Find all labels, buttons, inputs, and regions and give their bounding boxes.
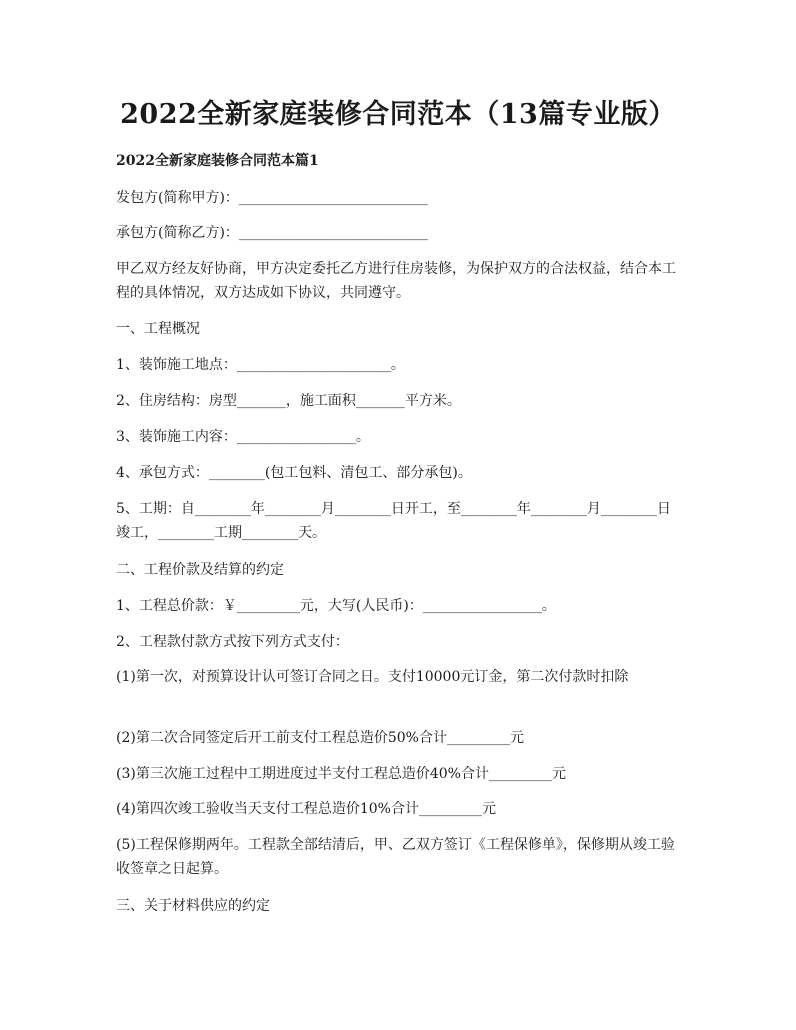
- clause-2-1: 1、工程总价款：￥_________元，大写(人民币)：_________________。: [116, 598, 556, 614]
- clause-1-1: 1、装饰施工地点：______________________。: [116, 357, 405, 373]
- payment-item-5: (5)工程保修期两年。工程款全部结清后，甲、乙双方签订《工程保修单》，保修期从竣工验收签章之日起算。: [116, 837, 675, 877]
- payment-item-1: (1)第一次，对预算设计认可签订合同之日。支付10000元订金，第二次付款时扣除: [116, 669, 629, 685]
- document-title: 2022全新家庭装修合同范本（13篇专业版）: [120, 99, 676, 130]
- intro-paragraph: 甲乙双方经友好协商，甲方决定委托乙方进行住房装修，为保护双方的合法权益，结合本工程的具体情况，双方达成如下协议，共同遵守。: [116, 261, 676, 301]
- clause-1-4: 4、承包方式：________(包工包料、清包工、部分承包)。: [116, 465, 472, 481]
- clause-1-3: 3、装饰施工内容：_________________。: [116, 429, 370, 445]
- section-heading-2: 二、工程价款及结算的约定: [116, 562, 284, 578]
- section-heading-1: 一、工程概况: [116, 321, 200, 337]
- section-heading-3: 三、关于材料供应的约定: [116, 898, 270, 914]
- clause-1-2: 2、住房结构：房型_______，施工面积_______平方米。: [116, 393, 461, 409]
- clause-2-2: 2、工程款付款方式按下列方式支付：: [116, 634, 349, 650]
- section-subtitle: 2022全新家庭装修合同范本篇1: [116, 153, 319, 169]
- payment-item-3: (3)第三次施工过程中工期进度过半支付工程总造价40%合计_________元: [116, 766, 566, 782]
- party-a-line: 发包方(简称甲方)：___________________________: [116, 190, 428, 206]
- party-b-line: 承包方(简称乙方)：___________________________: [116, 225, 428, 241]
- payment-item-4: (4)第四次竣工验收当天支付工程总造价10%合计_________元: [116, 801, 496, 817]
- clause-1-5: 5、工期：自________年________月________日开工，至________年________月________日竣工，________工期________天。: [116, 501, 671, 541]
- payment-item-2: (2)第二次合同签定后开工前支付工程总造价50%合计_________元: [116, 730, 524, 746]
